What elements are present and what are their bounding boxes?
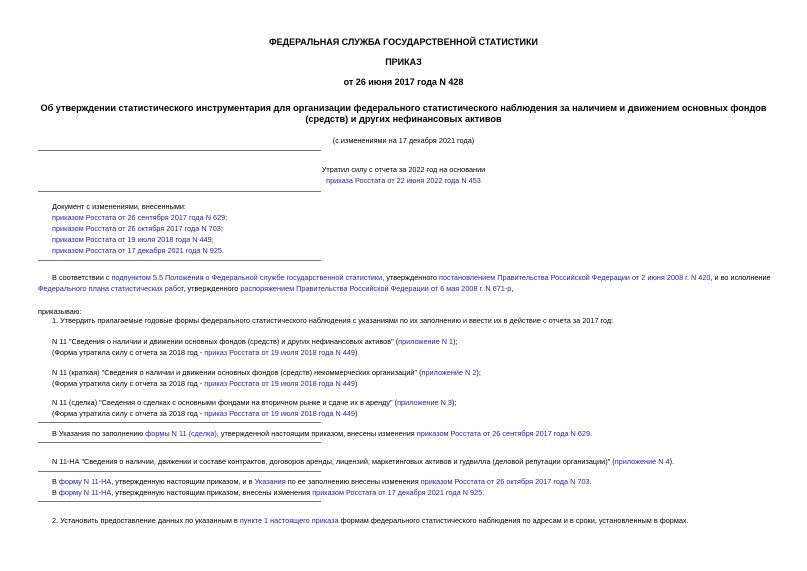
amendment-link[interactable]: приказом Росстата от 26 сентября 2017 года N 629; xyxy=(52,213,228,222)
expiry-order-link[interactable]: приказ Росстата от 19 июля 2018 года N 449 xyxy=(204,348,355,357)
amendment-order-link[interactable]: приказом Росстата от 17 декабря 2021 года N 925 xyxy=(312,488,483,497)
appendix-4-link[interactable]: приложение N 4 xyxy=(614,457,670,466)
document-type: ПРИКАЗ xyxy=(385,57,422,67)
government-order-link[interactable]: распоряжением Правительства Российской Федерации от 6 мая 2008 г. N 671-р xyxy=(240,284,512,293)
form-na-link[interactable]: форму N 11-НА xyxy=(58,488,112,497)
na-amendment-note-1: В форму N 11-НА, утвержденную настоящим приказом, и в Указания по ее заполнению внесены изменения приказом Росстата от 26 октября 2017 года N 703. xyxy=(52,477,592,486)
form-na-link[interactable]: форму N 11-НА xyxy=(58,477,112,486)
expiry-order-link[interactable]: приказ Росстата от 19 июля 2018 года N 449 xyxy=(204,379,355,388)
divider xyxy=(38,260,321,261)
expired-order-link[interactable]: приказа Росстата от 22 июня 2022 года N 453 xyxy=(326,176,481,185)
amendment-link[interactable]: приказом Росстата от 17 декабря 2021 года N 925. xyxy=(52,246,224,255)
item-1-link[interactable]: пункте 1 настоящего приказа xyxy=(239,516,339,525)
amendment-order-link[interactable]: приказом Росстата от 26 сентября 2017 года N 629 xyxy=(416,429,591,438)
form-11-short: N 11 (краткая) "Сведения о наличии и движении основных фондов (средств) некоммерческих организаций" (приложение N 2); xyxy=(52,368,481,377)
form-lost-note: (Форма утратила силу с отчета за 2018 год - приказ Росстата от 19 июля 2018 года N 449) xyxy=(52,348,358,357)
amendment-order-link[interactable]: приказом Росстата от 26 октября 2017 года N 703 xyxy=(420,477,590,486)
item-2: 2. Установить предоставление данных по указанным в пункте 1 настоящего приказа формам федерального статистического наблюдения по адресам и в сроки, установленным в формах. xyxy=(52,516,689,525)
form-lost-note: (Форма утратила силу с отчета за 2018 год - приказ Росстата от 19 июля 2018 года N 449) xyxy=(52,409,358,418)
document-date-number: от 26 июня 2017 года N 428 xyxy=(343,77,464,87)
revision-note: (с изменениями на 17 декабря 2021 года) xyxy=(332,136,475,145)
expiry-order-link[interactable]: приказ Росстата от 19 июля 2018 года N 449 xyxy=(204,409,355,418)
item-1: 1. Утвердить прилагаемые годовые формы федерального статистического наблюдения с указаниями по их заполнению и ввести их в действие с отчета за 2017 год: xyxy=(52,316,614,325)
expired-link-line xyxy=(0,176,807,185)
agency-title: ФЕДЕРАЛЬНАЯ СЛУЖБА ГОСУДАРСТВЕННОЙ СТАТИСТИКИ xyxy=(269,37,538,47)
divider xyxy=(38,422,321,423)
order-word: приказываю: xyxy=(38,307,82,316)
amendment-link[interactable]: приказом Росстата от 26 октября 2017 года N 703; xyxy=(52,224,223,233)
form-11-deal: N 11 (сделка) "Сведения о сделках с основными фондами на вторичном рынке и сдаче их в аренду" (приложение N 3); xyxy=(52,398,457,407)
appendix-2-link[interactable]: приложение N 2 xyxy=(421,368,477,377)
document-subject-line1: Об утверждении статистического инструментария для организации федерального статистического наблюдения за наличием и движением основных фондов xyxy=(40,103,767,113)
instructions-link[interactable]: Указания xyxy=(254,477,286,486)
government-decree-link[interactable]: постановлением Правительства Российской Федерации от 2 июня 2008 г. N 420 xyxy=(439,273,711,282)
form-deal-link[interactable]: формы N 11 (сделка) xyxy=(145,429,217,438)
form-11: N 11 "Сведения о наличии и движении основных фондов (средств) и других нефинансовых активов" (приложение N 1); xyxy=(52,337,458,346)
expired-note: Утратил силу с отчета за 2022 год на основании xyxy=(321,165,486,174)
document-subject-line2: (средств) и других нефинансовых активов xyxy=(305,114,502,124)
form-lost-note: (Форма утратила силу с отчета за 2018 год - приказ Росстата от 19 июля 2018 года N 449) xyxy=(52,379,358,388)
regulation-link[interactable]: подпунктом 5.5 Положения о Федеральной службе государственной статистики xyxy=(111,273,383,282)
divider xyxy=(38,150,321,151)
form-11-na: N 11-НА "Сведения о наличии, движении и составе контрактов, договоров аренды, лицензий, маркетинговых активов и гудвилла (деловой репутации организации)" (приложение N 4). xyxy=(52,457,675,466)
divider xyxy=(38,501,321,502)
divider xyxy=(38,442,321,443)
divider xyxy=(38,471,321,472)
deal-amendment-note: В Указания по заполнению формы N 11 (сделка), утвержденной настоящим приказом, внесены изменения приказом Росстата от 26 сентября 2017 года N 629. xyxy=(52,429,593,438)
appendix-1-link[interactable]: приложение N 1 xyxy=(398,337,454,346)
amendments-heading: Документ с изменениями, внесенными: xyxy=(52,202,186,211)
preamble-line2: Федерального плана статистических работ, утвержденного распоряжением Правительства Российской Федерации от 6 мая 2008 г. N 671-р, xyxy=(38,284,514,293)
na-amendment-note-2: В форму N 11-НА, утвержденную настоящим приказом, внесены изменения приказом Росстата от 17 декабря 2021 года N 925. xyxy=(52,488,485,497)
appendix-3-link[interactable]: приложение N 3 xyxy=(397,398,452,407)
preamble-line1: В соответствии с подпунктом 5.5 Положения о Федеральной службе государственной статистики, утвержденного постановлением Правительства Российской Федерации от 2 июня 2008 г. N 420, и во исполнение xyxy=(52,273,771,282)
statistical-plan-link[interactable]: Федерального плана статистических работ xyxy=(38,284,184,293)
divider xyxy=(38,191,321,192)
amendment-link[interactable]: приказом Росстата от 19 июля 2018 года N 449; xyxy=(52,235,214,244)
